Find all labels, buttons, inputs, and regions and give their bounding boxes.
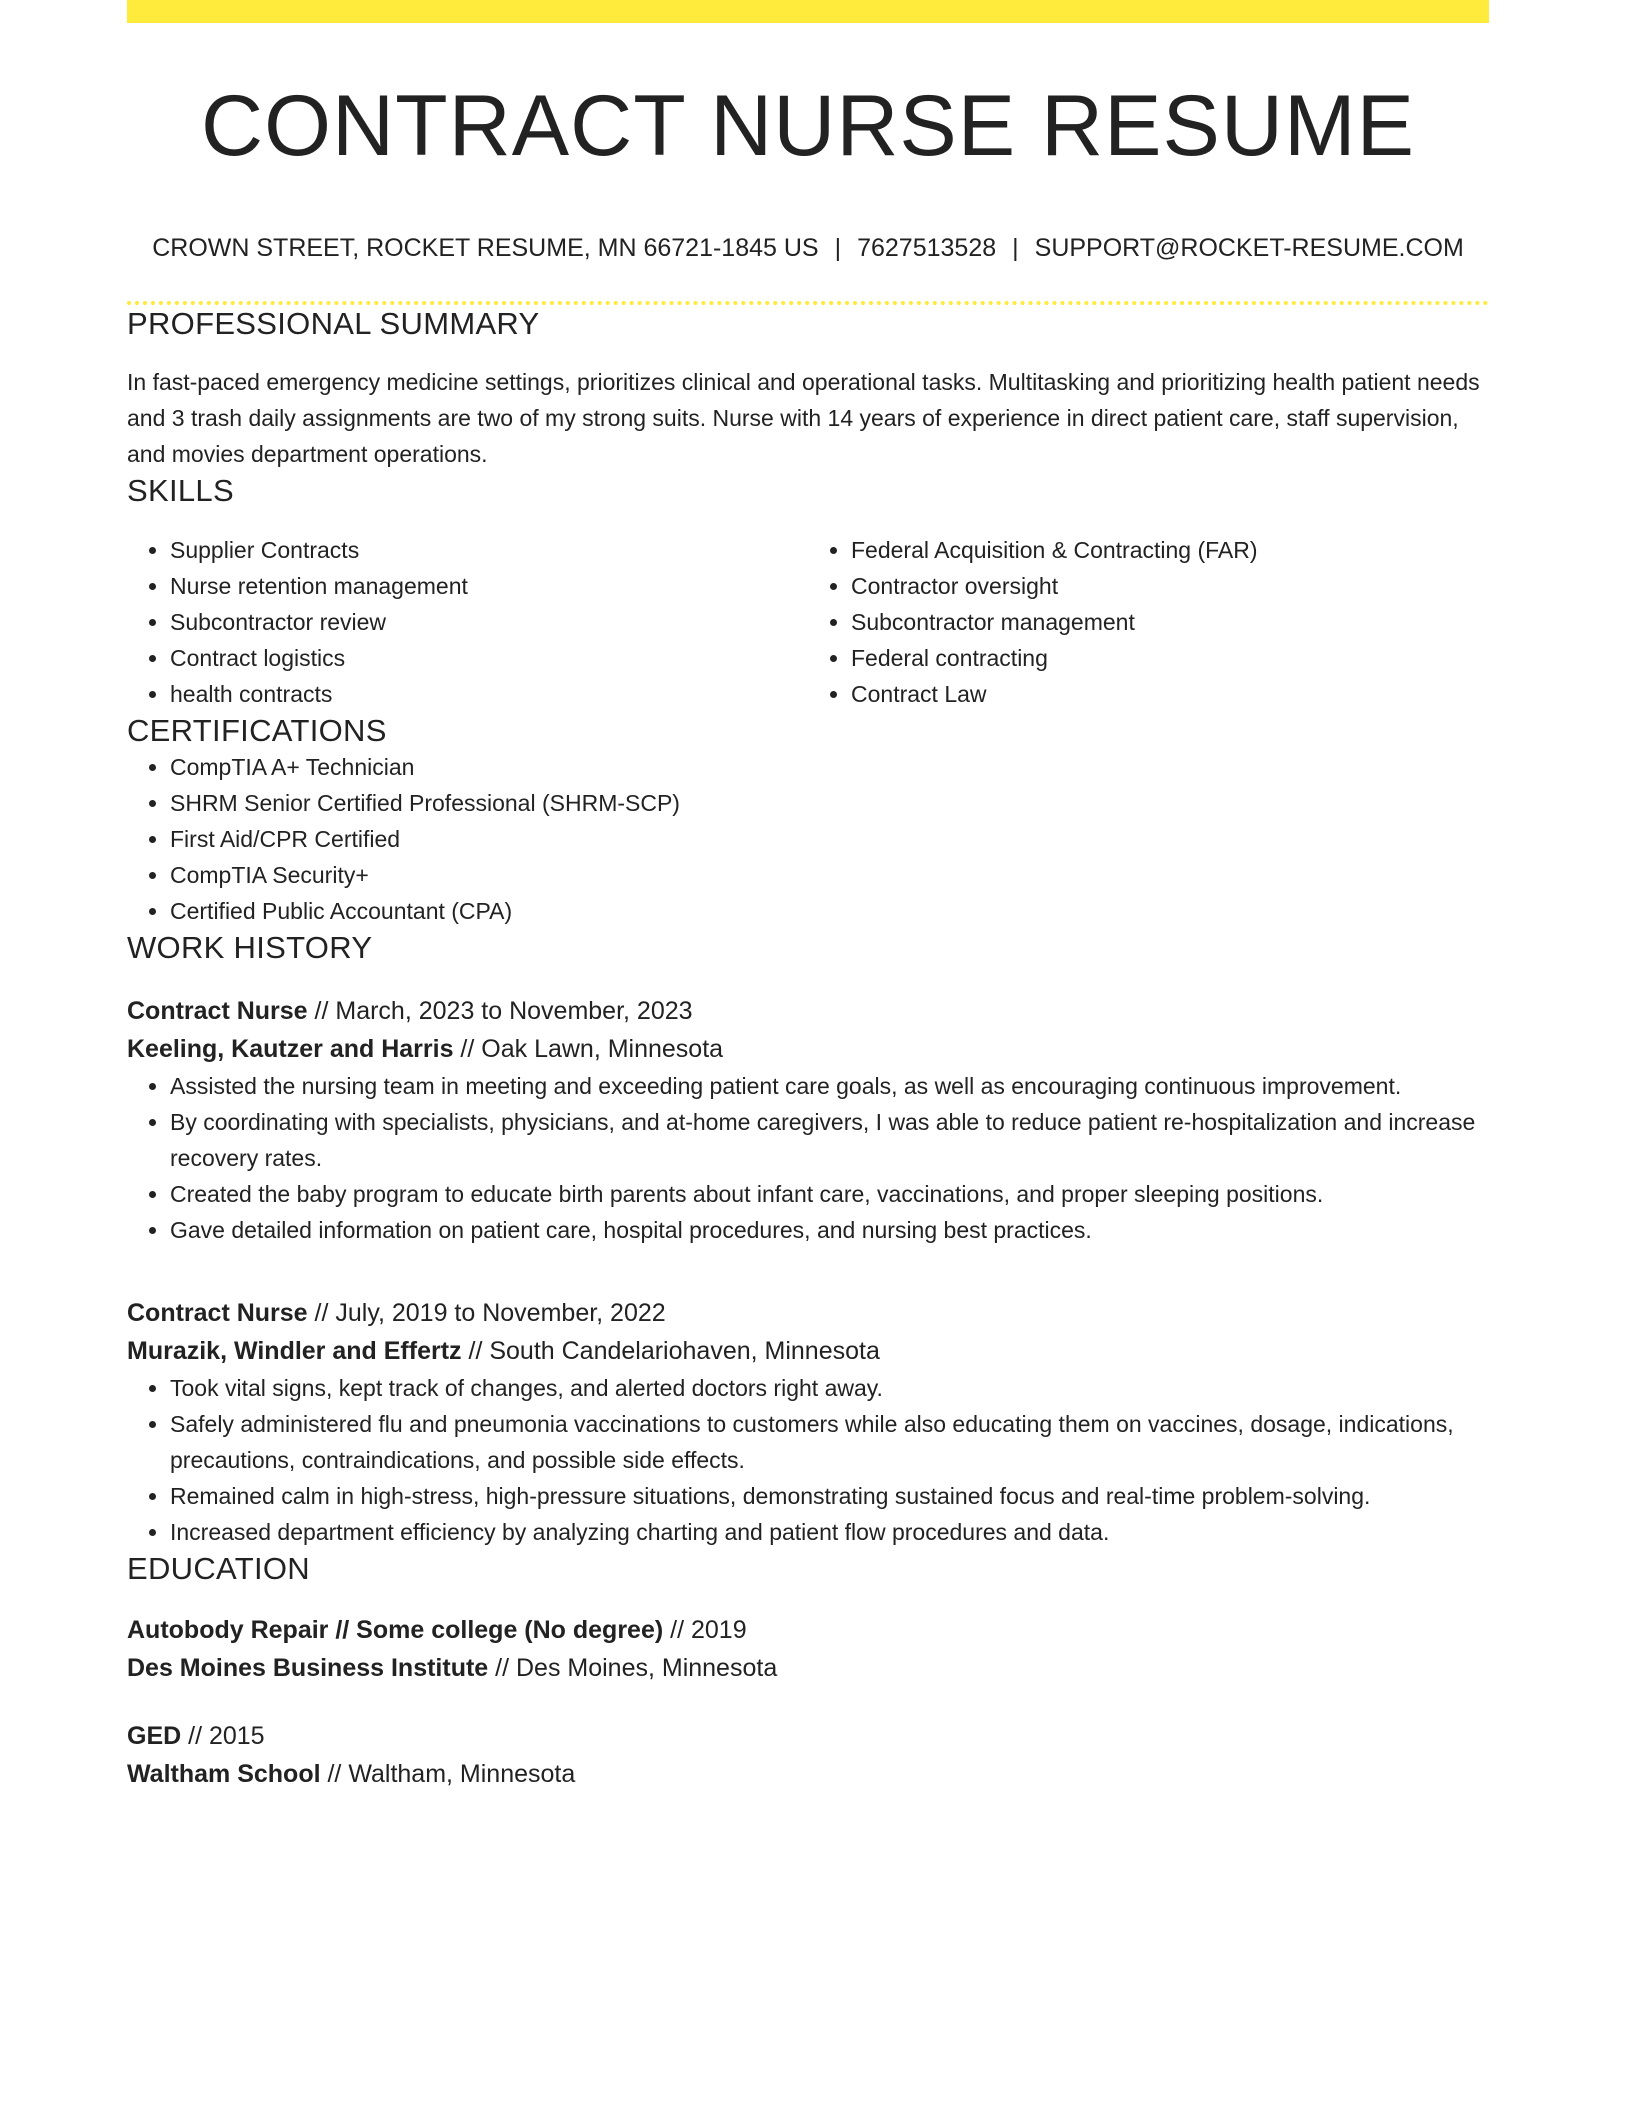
job-location: // South Candelariohaven, Minnesota bbox=[461, 1337, 880, 1366]
accent-top-bar bbox=[127, 0, 1489, 23]
summary-text: In fast-paced emergency medicine settings, prioritizes clinical and operational tasks. Multitasking and prioritizing health patient needs and 3 trash daily assignments are two of my strong suits. Nurse with 14 years of experience in direct patient care, staff supervision, and movies department operations. bbox=[127, 369, 1480, 468]
education-year: // 2015 bbox=[181, 1722, 265, 1751]
job-location: // Oak Lawn, Minnesota bbox=[453, 1035, 724, 1064]
certification-item: • First Aid/CPR Certified bbox=[170, 821, 1489, 857]
contact-separator: | bbox=[834, 234, 842, 263]
education-degree-line bbox=[127, 1717, 1489, 1755]
job-company: Murazik, Windler and Effertz bbox=[127, 1337, 462, 1366]
skill-item: • Federal Acquisition & Contracting (FAR) bbox=[851, 532, 1489, 568]
job-role-line bbox=[127, 1294, 1489, 1332]
job-bullets bbox=[127, 1370, 1489, 1550]
skill-item: • Contract Law bbox=[851, 676, 1489, 712]
contact-line bbox=[127, 233, 1489, 263]
job-entry bbox=[127, 1294, 1489, 1550]
contact-email: SUPPORT@ROCKET-RESUME.COM bbox=[1034, 234, 1464, 263]
job-bullet: • Remained calm in high-stress, high-pressure situations, demonstrating sustained focus and real-time problem-solving. bbox=[170, 1478, 1489, 1514]
contact-separator: | bbox=[1012, 234, 1019, 263]
education-school-line bbox=[127, 1755, 1489, 1793]
job-dates: // March, 2023 to November, 2023 bbox=[307, 997, 693, 1026]
education-degree: Autobody Repair // Some college (No degree) bbox=[127, 1616, 664, 1645]
education-year: // 2019 bbox=[663, 1616, 747, 1645]
contact-address: CROWN STREET, ROCKET RESUME, MN 66721-1845 US bbox=[152, 234, 819, 263]
education-school: Des Moines Business Institute bbox=[127, 1654, 489, 1683]
certifications-list bbox=[127, 749, 1489, 929]
skills-heading: SKILLS bbox=[127, 473, 234, 509]
education-entry bbox=[127, 1717, 1489, 1793]
resume-title: CONTRACT NURSE RESUME bbox=[201, 78, 1415, 174]
job-bullet: • Safely administered flu and pneumonia vaccinations to customers while also educating them on vaccines, dosage, indications, precautions, contraindications, and possible side effects. bbox=[170, 1406, 1489, 1478]
job-bullet: • Increased department efficiency by analyzing charting and patient flow procedures and data. bbox=[170, 1514, 1489, 1550]
job-company-line bbox=[127, 1332, 1489, 1370]
education-location: // Waltham, Minnesota bbox=[320, 1760, 576, 1789]
certifications-heading: CERTIFICATIONS bbox=[127, 712, 387, 748]
certification-item: • CompTIA Security+ bbox=[170, 857, 1489, 893]
job-role: Contract Nurse bbox=[127, 997, 308, 1026]
job-bullet: • By coordinating with specialists, physicians, and at-home caregivers, I was able to reduce patient re-hospitalization and increase recovery rates. bbox=[170, 1104, 1489, 1176]
skills-list-left bbox=[127, 532, 808, 712]
job-role-line bbox=[127, 992, 1489, 1030]
job-dates: // July, 2019 to November, 2022 bbox=[307, 1299, 666, 1328]
skill-item: • Contract logistics bbox=[170, 640, 808, 676]
job-company: Keeling, Kautzer and Harris bbox=[127, 1035, 454, 1064]
education-entry bbox=[127, 1611, 1489, 1687]
job-bullet: • Took vital signs, kept track of changes, and alerted doctors right away. bbox=[170, 1370, 1489, 1406]
summary-heading: PROFESSIONAL SUMMARY bbox=[127, 306, 540, 342]
education-school: Waltham School bbox=[127, 1760, 321, 1789]
job-role: Contract Nurse bbox=[127, 1299, 308, 1328]
skill-item: • Subcontractor management bbox=[851, 604, 1489, 640]
skill-item: • Supplier Contracts bbox=[170, 532, 808, 568]
education-location: // Des Moines, Minnesota bbox=[488, 1654, 778, 1683]
resume-content bbox=[127, 23, 1489, 1793]
skills-columns bbox=[127, 532, 1489, 712]
education-heading: EDUCATION bbox=[127, 1551, 310, 1587]
education-degree: GED bbox=[127, 1722, 182, 1751]
education-school-line bbox=[127, 1649, 1489, 1687]
contact-phone: 7627513528 bbox=[857, 234, 997, 263]
skills-list-right bbox=[808, 532, 1489, 712]
job-entry bbox=[127, 992, 1489, 1248]
skill-item: • health contracts bbox=[170, 676, 808, 712]
skill-item: • Nurse retention management bbox=[170, 568, 808, 604]
education-degree-line bbox=[127, 1611, 1489, 1649]
skill-item: • Federal contracting bbox=[851, 640, 1489, 676]
certification-item: • CompTIA A+ Technician bbox=[170, 749, 1489, 785]
job-bullets bbox=[127, 1068, 1489, 1248]
job-bullet: • Gave detailed information on patient care, hospital procedures, and nursing best practices. bbox=[170, 1212, 1489, 1248]
job-bullet: • Created the baby program to educate birth parents about infant care, vaccinations, and proper sleeping positions. bbox=[170, 1176, 1489, 1212]
certification-item: • Certified Public Accountant (CPA) bbox=[170, 893, 1489, 929]
skill-item: • Subcontractor review bbox=[170, 604, 808, 640]
job-company-line bbox=[127, 1030, 1489, 1068]
certification-item: • SHRM Senior Certified Professional (SHRM-SCP) bbox=[170, 785, 1489, 821]
work-history-heading: WORK HISTORY bbox=[127, 929, 373, 965]
job-bullet: • Assisted the nursing team in meeting and exceeding patient care goals, as well as encouraging continuous improvement. bbox=[170, 1068, 1489, 1104]
skill-item: • Contractor oversight bbox=[851, 568, 1489, 604]
